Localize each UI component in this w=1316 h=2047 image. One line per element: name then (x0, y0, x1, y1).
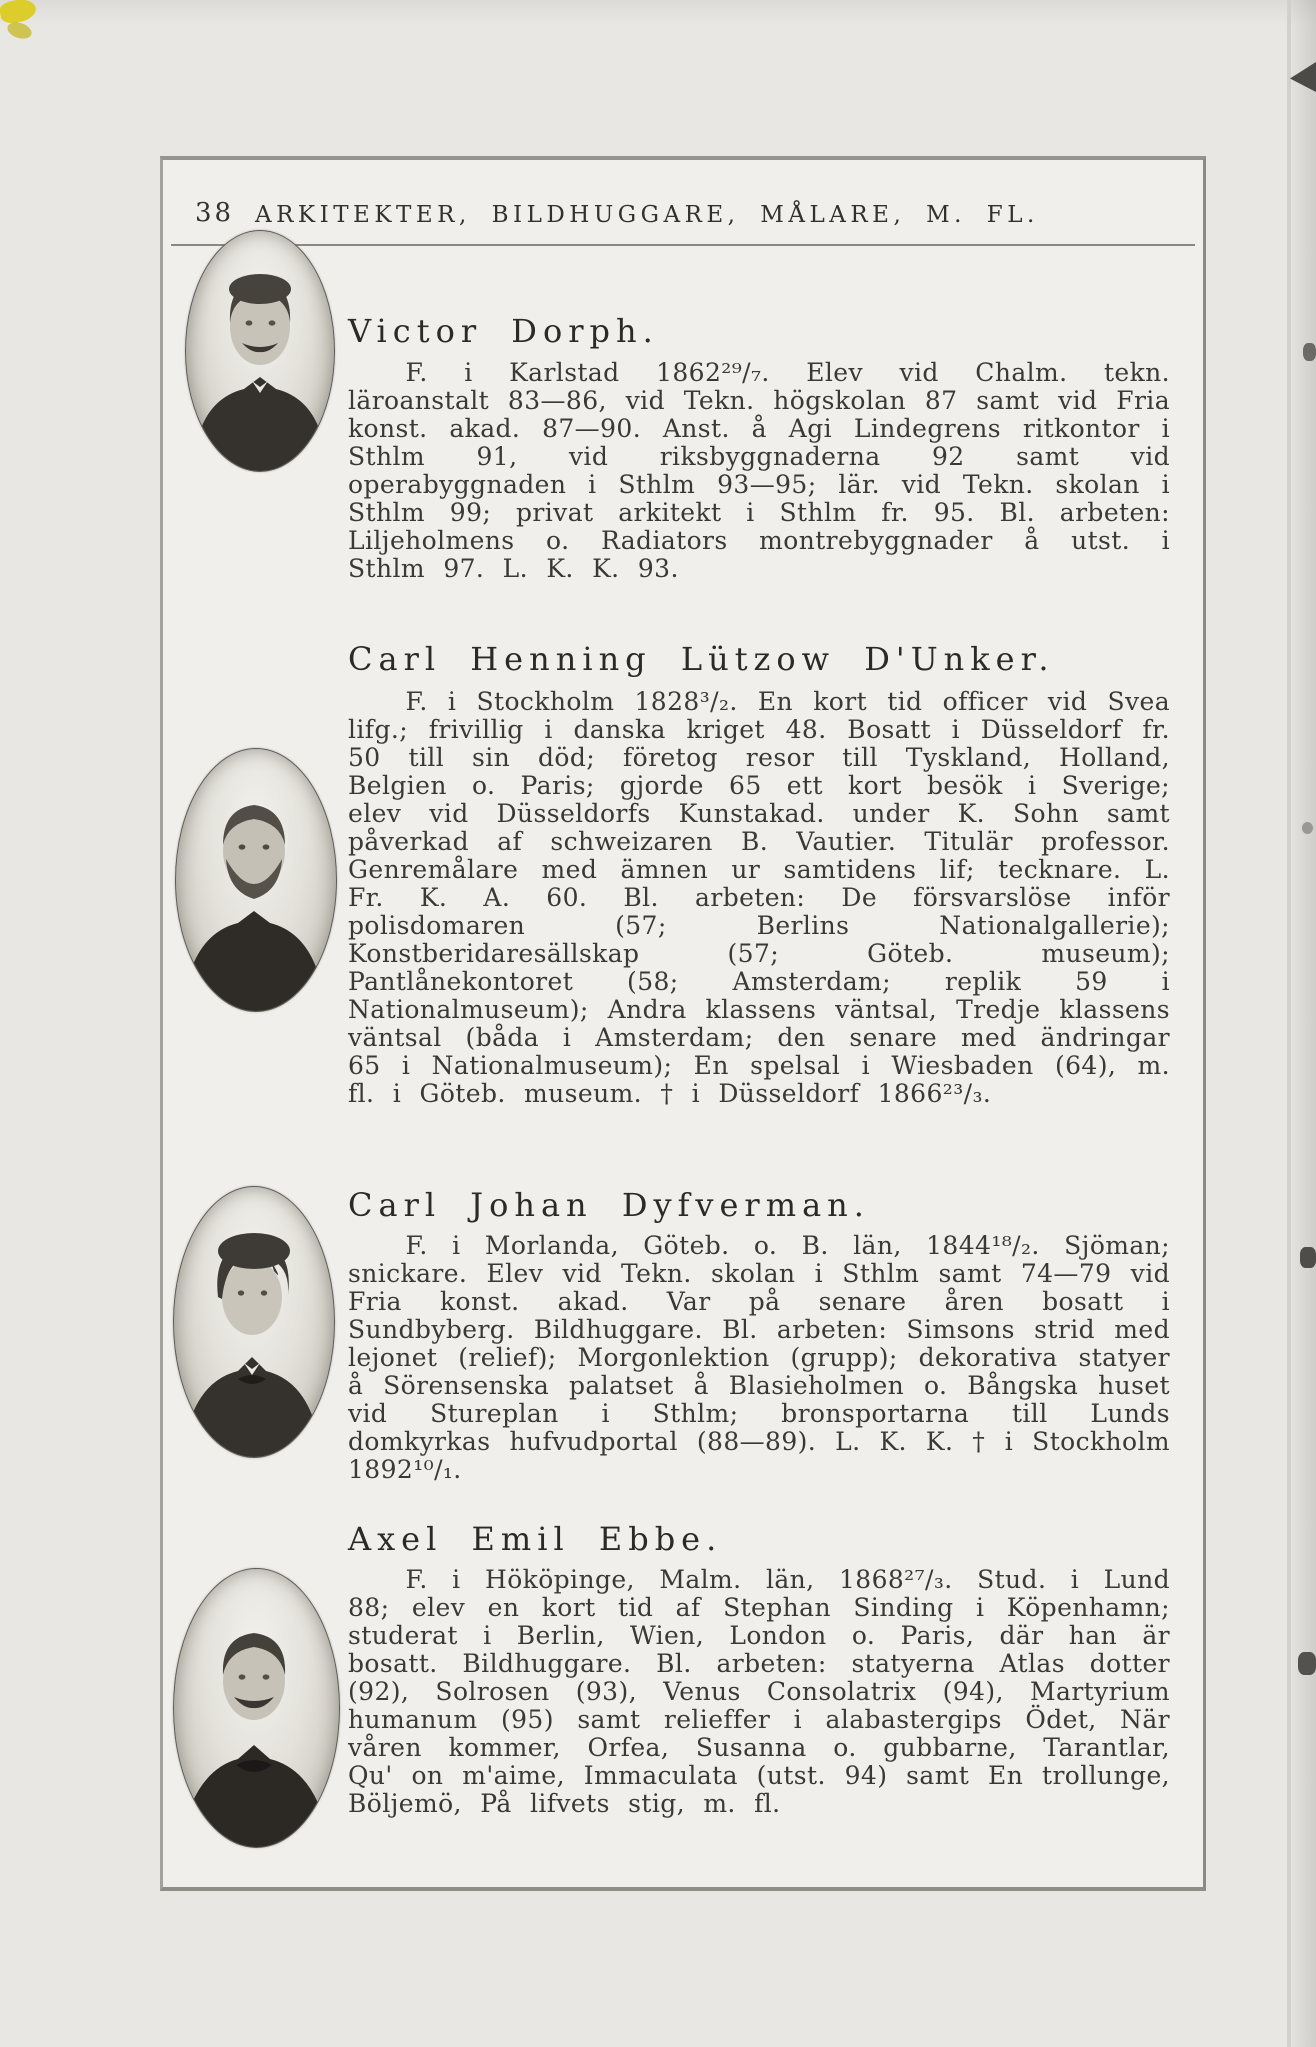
entry-name-carl-dunker: Carl Henning Lützow D'Unker. (348, 640, 1055, 678)
portrait-photo-illustration (176, 749, 336, 1011)
entry-bio-carl-dyfverman: F. i Morlanda, Göteb. o. B. län, 1844¹⁸/₂. Sjöman; snickare. Elev vid Tekn. skolan i Sthlm samt 74—79 vid Fria konst. akad. Var på senare åren bosatt i Sundbyberg. Bildhuggare. Bl. arbeten: Simsons strid med lejonet (relief); Morgonlektion (grupp); dekorativa statyer å Sörensenska palatset å Blasieholmen o. Bångska huset vid Stureplan i Sthlm; bronsportarna till Lunds domkyrkas hufvudportal (88—89). L. K. K. † i Stockholm 1892¹⁰/₁. (348, 1231, 1170, 1484)
header-rule (171, 244, 1195, 246)
scan-edge-shade (0, 0, 1316, 26)
portrait-photo-illustration (174, 1569, 339, 1847)
scan-artifact-mark (1303, 343, 1316, 361)
portrait-photo-illustration (186, 231, 334, 471)
entry-bio-victor-dorph: F. i Karlstad 1862²⁹/₇. Elev vid Chalm. tekn. läroanstalt 83—86, vid Tekn. högskolan 87 samt vid Fria konst. akad. 87—90. Anst. å Agi Lindegrens ritkontor i Sthlm 91, vid riksbyggnaderna 92 samt vid operabyggnaden i Sthlm 93—95; lär. vid Tekn. skolan i Sthlm 99; privat arkitekt i Sthlm fr. 95. Bl. arbeten: Liljeholmens o. Radiators montrebyggnader å utst. i Sthlm 97. L. K. K. 93. (348, 358, 1170, 583)
entry-name-carl-dyfverman: Carl Johan Dyfverman. (348, 1186, 870, 1224)
scan-edge-shade (1286, 0, 1316, 2047)
scan-artifact-mark (1302, 822, 1313, 834)
entry-name-axel-ebbe: Axel Emil Ebbe. (348, 1520, 723, 1558)
page-number: 38 (195, 198, 235, 228)
portrait-victor-dorph (185, 230, 335, 472)
entry-name-victor-dorph: Victor Dorph. (348, 312, 659, 350)
portrait-carl-dunker (175, 748, 337, 1012)
portrait-carl-dyfverman (173, 1186, 335, 1458)
portrait-axel-ebbe (173, 1568, 340, 1848)
scan-artifact-mark (1298, 1652, 1316, 1675)
page-frame (160, 156, 1206, 1891)
running-header: ARKITEKTER, BILDHUGGARE, MÅLARE, M. FL. (255, 202, 1039, 228)
scan-artifact-mark (1300, 1247, 1316, 1268)
entry-bio-carl-dunker: F. i Stockholm 1828³/₂. En kort tid officer vid Svea lifg.; frivillig i danska kriget 48. Bosatt i Düsseldorf fr. 50 till sin död; företog resor till Tyskland, Holland, Belgien o. Paris; gjorde 65 ett kort besök i Sverige; elev vid Düsseldorfs Kunstakad. under K. Sohn samt påverkad af schweizaren B. Vautier. Titulär professor. Genremålare med ämnen ur samtidens lif; tecknare. L. Fr. K. A. 60. Bl. arbeten: De försvarslöse inför polisdomaren (57; Berlins Nationalgallerie); Konstberidaresällskap (57; Göteb. museum); Pantlånekontoret (58; Amsterdam; replik 59 i Nationalmuseum); Andra klassens väntsal, Tredje klassens väntsal (båda i Amsterdam; den senare med ändringar 65 i Nationalmuseum); En spelsal i Wiesbaden (64), m. fl. i Göteb. museum. † i Düsseldorf 1866²³/₃. (348, 687, 1170, 1108)
portrait-photo-illustration (174, 1187, 334, 1457)
entry-bio-axel-ebbe: F. i Hököpinge, Malm. län, 1868²⁷/₃. Stud. i Lund 88; elev en kort tid af Stephan Sinding i Köpenhamn; studerat i Berlin, Wien, London o. Paris, där han är bosatt. Bildhuggare. Bl. arbeten: statyerna Atlas dotter (92), Solrosen (93), Venus Consolatrix (94), Martyrium humanum (95) samt relieffer i alabastergips Ödet, När våren kommer, Orfea, Susanna o. gubbarne, Tarantlar, Qu' on m'aime, Immaculata (utst. 94) samt En trollunge, Böljemö, På lifvets stig, m. fl. (348, 1565, 1170, 1818)
